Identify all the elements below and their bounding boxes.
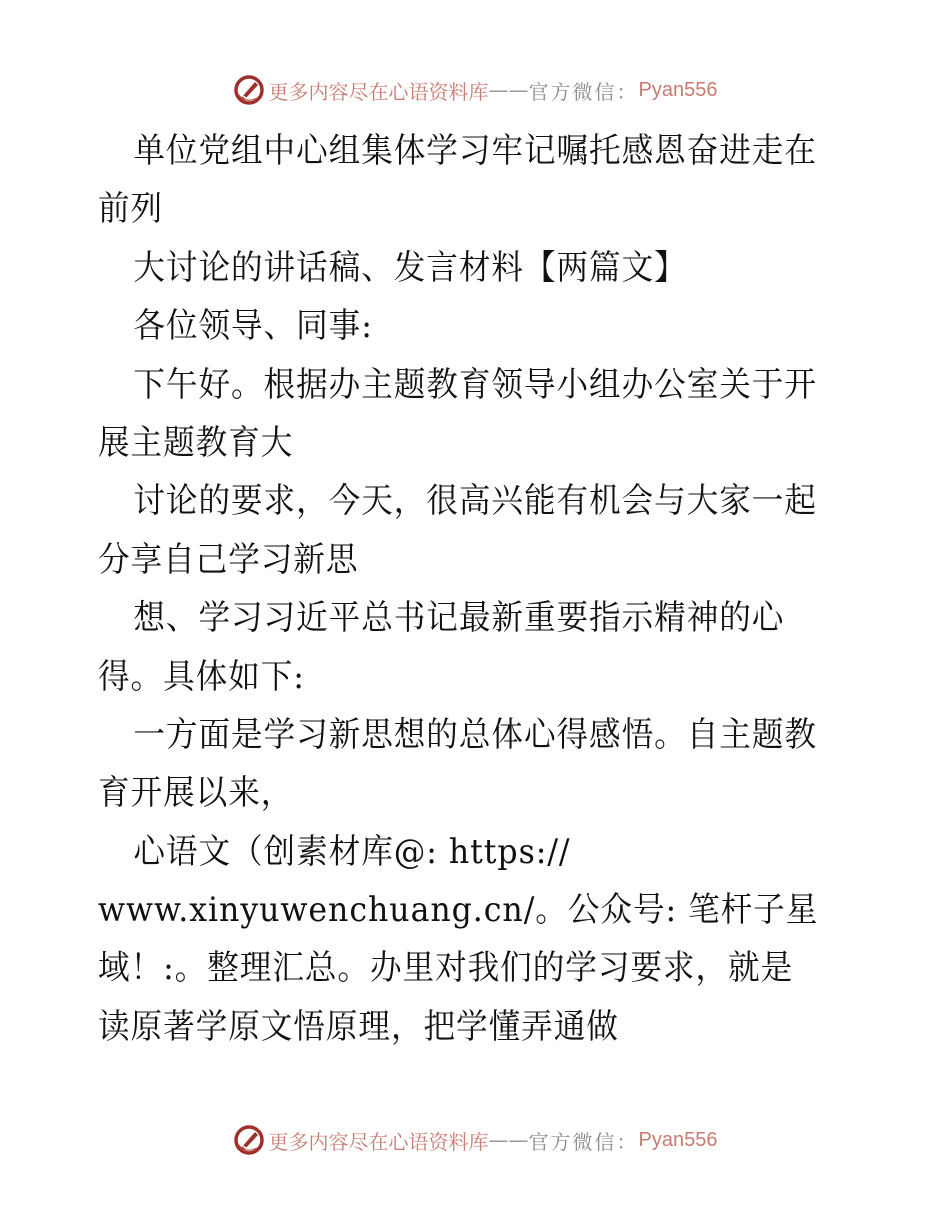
wechat-label: 官方微信： [528,79,639,104]
doc-line-url: www.xinyuwenchuang.cn/。公众号: 笔杆子星 [98,890,819,931]
doc-line: 想、学习习近平总书记最新重要指示精神的心 [133,598,785,639]
promo-text: 更多内容尽在心语资料库 [268,79,489,104]
doc-line: 展主题教育大 [98,422,294,463]
doc-line: 分享自己学习新思 [98,539,359,580]
separator: —— [488,78,529,102]
doc-line-title-1: 单位党组中心组集体学习牢记嘱托感恩奋进走在 [133,131,817,171]
doc-line: 育开展以来， [98,773,294,814]
separator: —— [488,1128,529,1152]
doc-line: 域！:。整理汇总。办里对我们的学习要求，就是 [98,948,794,989]
doc-line: 读原著学原文悟原理，把学懂弄通做 [98,1006,619,1047]
doc-line: 得。具体如下: [98,656,305,697]
document-body [98,122,858,1056]
doc-line: 一方面是学习新思想的总体心得感悟。自主题教 [133,714,817,755]
doc-line-title-2: 前列 [98,189,164,230]
wechat-id: Pyan556 [638,1128,718,1151]
doc-line: 讨论的要求，今天，很高兴能有机会与大家一起 [133,481,817,522]
quill-pen-logo-icon [233,1124,265,1156]
promo-text: 更多内容尽在心语资料库 [268,1129,489,1154]
wechat-label: 官方微信： [528,1129,639,1154]
footer-watermark-banner [0,1120,950,1160]
doc-line: 下午好。根据办主题教育领导小组办公室关于开 [133,364,817,405]
doc-line-subtitle: 大讨论的讲话稿、发言材料【两篇文】 [133,247,687,288]
doc-line: 心语文（创素材库@: https:// [133,831,571,872]
wechat-id: Pyan556 [638,78,718,101]
header-watermark-banner [0,70,950,110]
doc-line-salutation: 各位领导、同事: [133,306,373,347]
quill-pen-logo-icon [233,74,265,106]
